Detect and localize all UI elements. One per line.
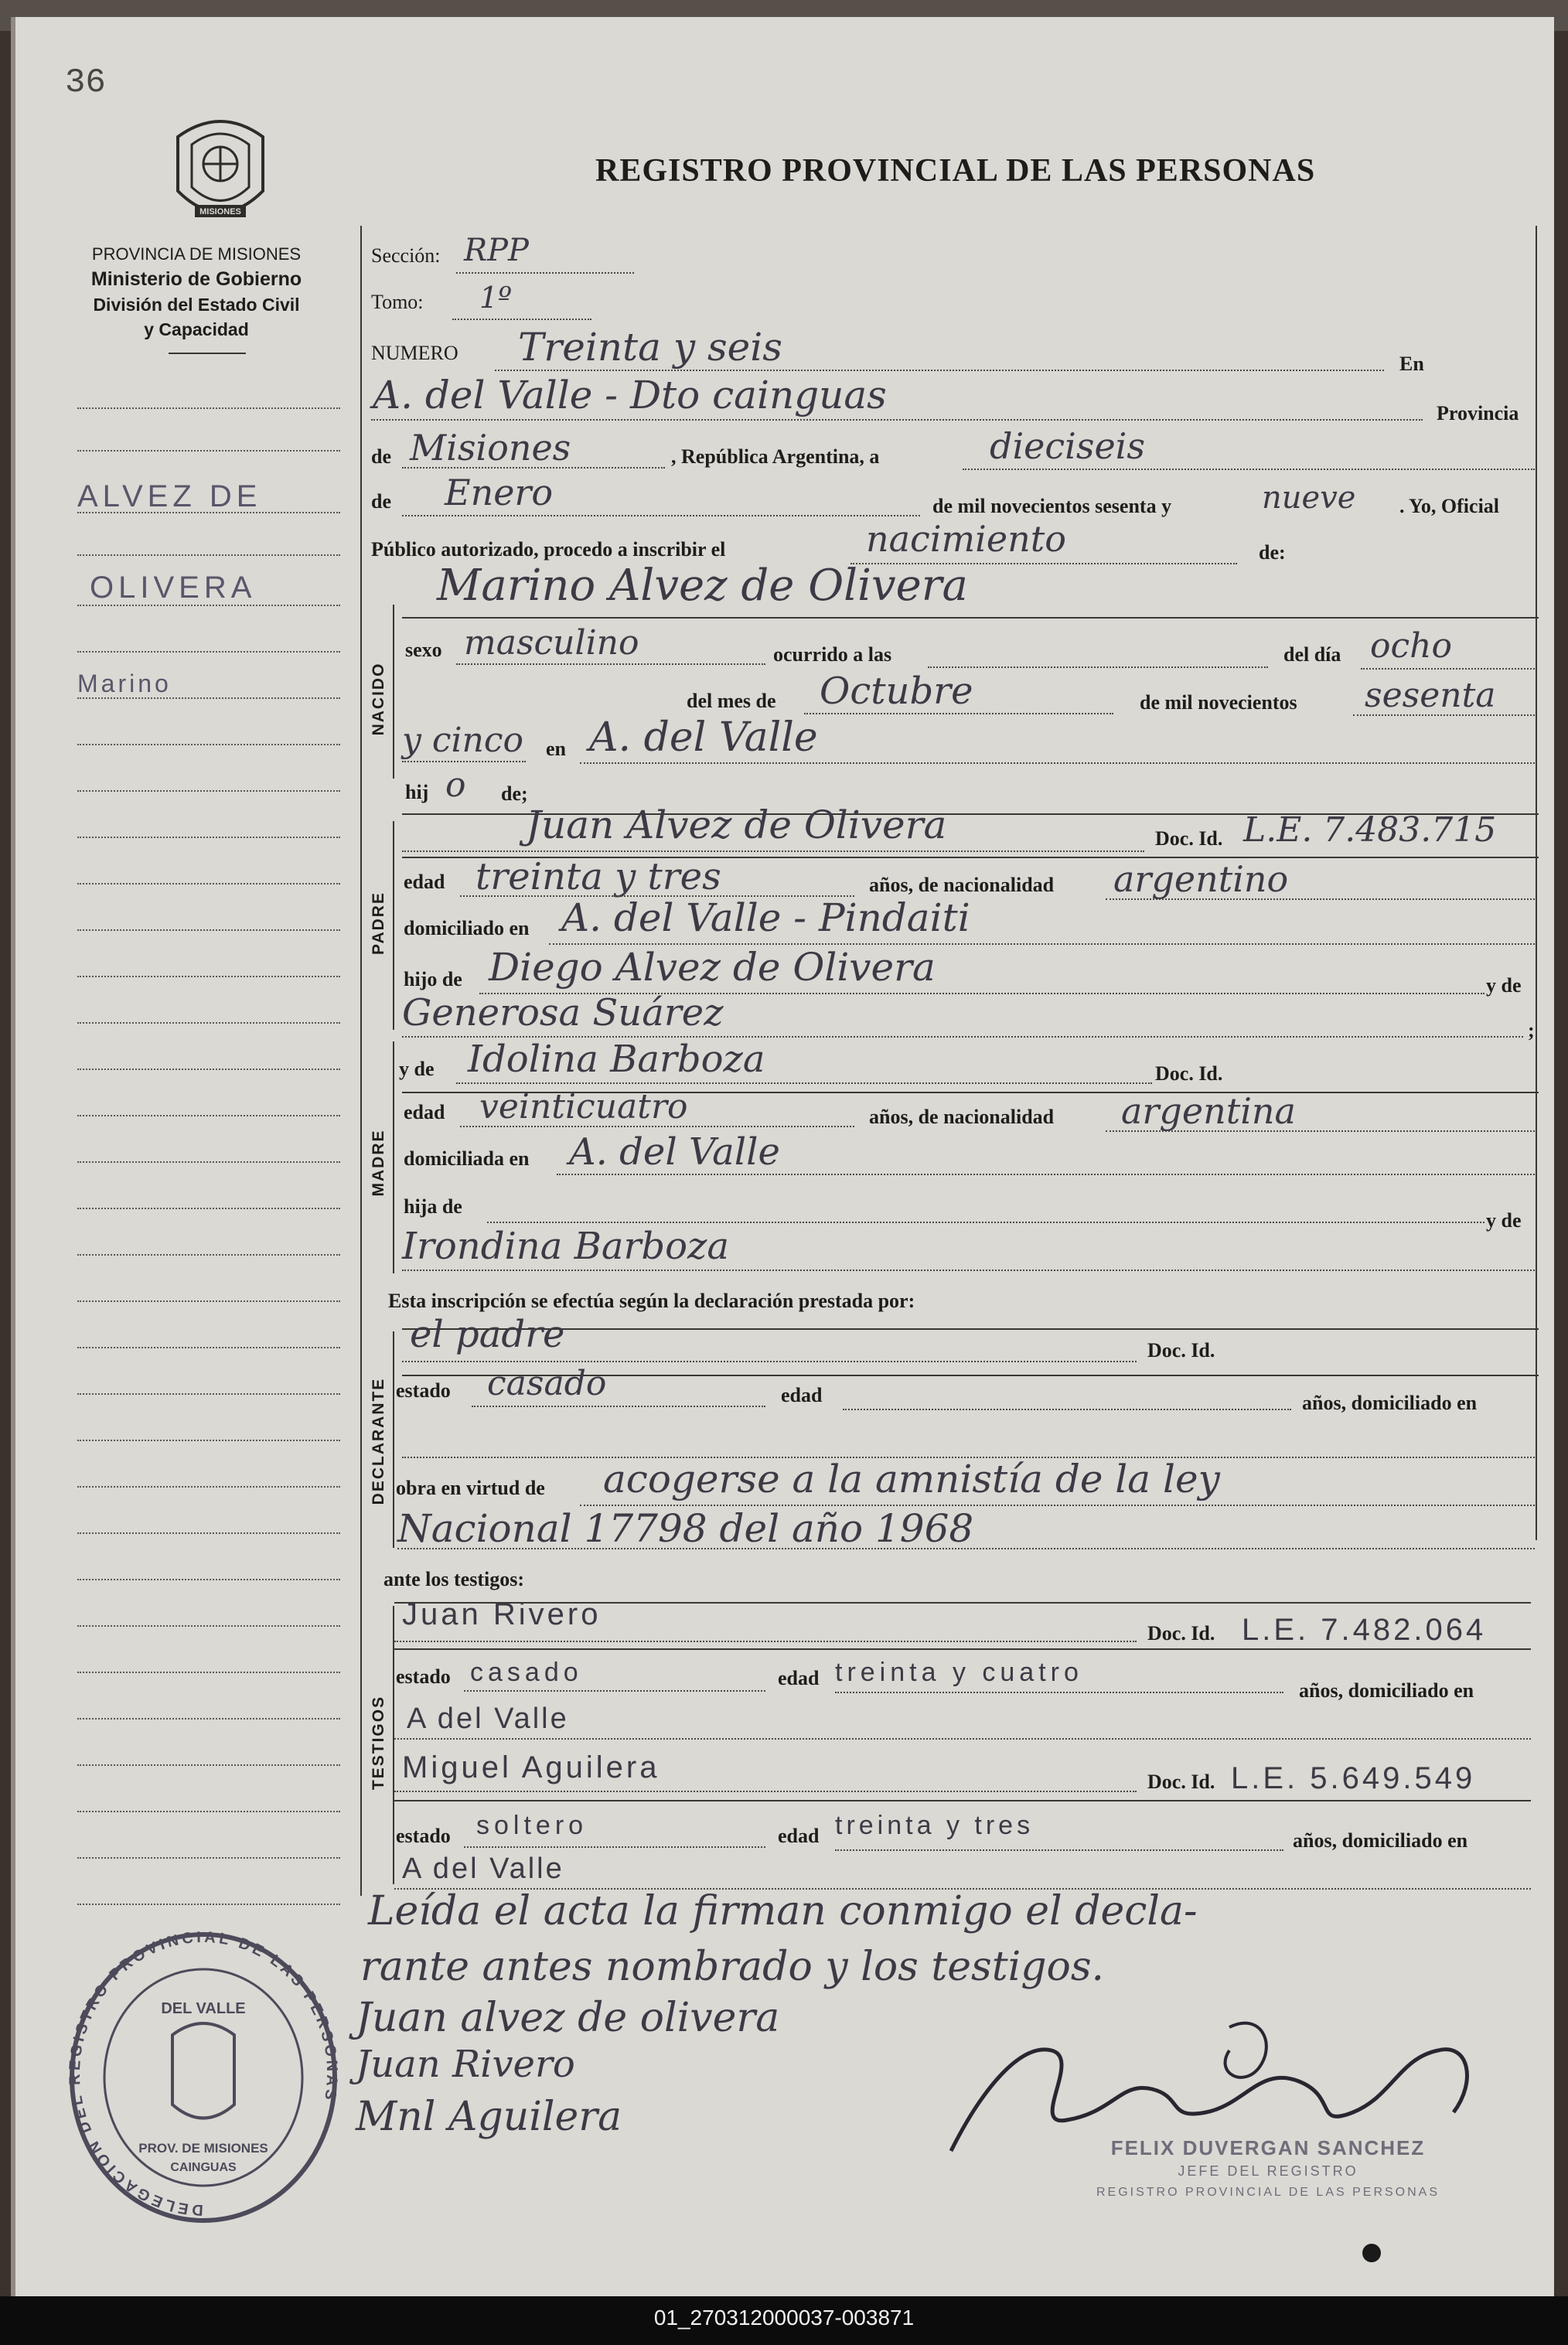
hij-value: o xyxy=(445,765,466,805)
padre-nac-label: años, de nacionalidad xyxy=(869,874,1055,896)
testigo1-dom: A del Valle xyxy=(407,1703,569,1735)
madre-yde-label: y de xyxy=(399,1058,435,1080)
seccion-label: Sección: xyxy=(371,244,441,267)
del-mes-label: del mes de xyxy=(687,690,776,712)
yo-label: . Yo, Oficial xyxy=(1399,495,1500,517)
padre-doc-label: Doc. Id. xyxy=(1155,827,1223,850)
publico-label: Público autorizado, procedo a inscribir el xyxy=(371,538,726,561)
anio-value: nueve xyxy=(1262,480,1356,516)
padre-dom-label: domiciliado en xyxy=(404,917,530,939)
declarante-estado-label: estado xyxy=(396,1379,451,1402)
madre-nombre-value: Idolina Barboza xyxy=(468,1038,765,1081)
testigo2-dom: A del Valle xyxy=(402,1852,564,1885)
madre-edad-value: veinticuatro xyxy=(479,1087,688,1126)
hij-label: hij xyxy=(405,781,429,803)
en-label: En xyxy=(1399,353,1424,375)
inscripto-value: Marino Alvez de Olivera xyxy=(437,561,968,611)
padre-nac-value: argentino xyxy=(1113,858,1289,900)
padre-edad-value: treinta y tres xyxy=(476,855,721,898)
padre-nombre-value: Juan Alvez de Olivera xyxy=(526,803,947,847)
seal-text: MISIONES xyxy=(199,207,241,216)
madre-dom-label: domiciliada en xyxy=(404,1147,530,1170)
testigo1-estado-label: estado xyxy=(396,1665,451,1688)
sexo-label: sexo xyxy=(405,639,442,661)
madre-yde2-label: y de xyxy=(1486,1209,1522,1232)
lugar-value: A. del Valle - Dto cainguas xyxy=(373,373,887,418)
testigo1-doc: L.E. 7.482.064 xyxy=(1242,1613,1487,1647)
declarante-doc-label: Doc. Id. xyxy=(1147,1339,1215,1362)
testigo1-nombre: Juan Rivero xyxy=(402,1597,602,1631)
declarante-dom-label: años, domiciliado en xyxy=(1302,1392,1478,1414)
stamp-center-3: CAINGUAS xyxy=(170,2161,237,2174)
margin-note-surname-1: ALVEZ DE xyxy=(77,479,262,513)
madre-hija-label: hija de xyxy=(404,1195,462,1218)
madre-madre-value: Irondina Barboza xyxy=(402,1225,729,1268)
declarante-nombre-value: el padre xyxy=(410,1313,565,1356)
numero-value: Treinta y seis xyxy=(518,325,782,370)
nac-mil-label: de mil novecientos xyxy=(1140,691,1297,714)
padre-doc-value: L.E. 7.483.715 xyxy=(1243,810,1497,850)
madre-nac-value: argentina xyxy=(1121,1090,1296,1132)
madre-edad-label: edad xyxy=(404,1101,445,1123)
ministry-name: Ministerio de Gobierno xyxy=(90,268,302,290)
margin-note-name: Marino xyxy=(77,670,172,697)
mil-label: de mil novecientos sesenta y xyxy=(932,495,1172,517)
declarante-obra-value: acogerse a la amnistía de la ley xyxy=(603,1457,1220,1501)
nac-anio-cont-value: y cinco xyxy=(402,721,524,760)
padre-hijo-label: hijo de xyxy=(404,968,462,990)
signature-witness-1: Juan Rivero xyxy=(356,2043,575,2086)
testigo2-estado-label: estado xyxy=(396,1825,451,1847)
coat-of-arms-seal xyxy=(162,106,278,237)
declarante-estado-value: casado xyxy=(487,1364,607,1403)
acto-value: nacimiento xyxy=(866,518,1066,560)
seccion-value: RPP xyxy=(464,233,529,268)
testigo2-doc: L.E. 5.649.549 xyxy=(1231,1761,1476,1795)
declarante-side-label: DECLARANTE xyxy=(370,1377,387,1505)
page-title: REGISTRO PROVINCIAL DE LAS PERSONAS xyxy=(595,153,1316,189)
declarante-intro-label: Esta inscripción se efectúa según la declaración prestada por: xyxy=(388,1290,915,1312)
numero-label: NUMERO xyxy=(371,342,458,364)
stamp-center-2: PROV. DE MISIONES xyxy=(138,2141,268,2156)
stamp-center-1: DEL VALLE xyxy=(161,2000,246,2017)
mes-value: Enero xyxy=(445,472,554,513)
padre-madre-value: Generosa Suárez xyxy=(402,991,724,1034)
provincia-label: Provincia xyxy=(1437,402,1519,424)
ocurrido-label: ocurrido a las xyxy=(773,643,892,666)
republica-label: , República Argentina, a xyxy=(671,445,880,468)
page-number: 36 xyxy=(65,63,106,102)
dia-value: dieciseis xyxy=(990,425,1146,467)
testigos-side-label: TESTIGOS xyxy=(370,1695,387,1791)
del-dia-label: del día xyxy=(1283,643,1341,666)
nac-lugar-value: A. del Valle xyxy=(589,714,818,761)
nac-mes-value: Octubre xyxy=(820,670,973,713)
testigo1-edad-label: edad xyxy=(778,1667,820,1689)
padre-hijo-value: Diego Alvez de Olivera xyxy=(489,945,936,990)
testigo1-dom-label: años, domiciliado en xyxy=(1299,1679,1474,1702)
de3-label: de: xyxy=(1259,541,1286,564)
testigo2-edad-label: edad xyxy=(778,1825,820,1847)
testigo1-doc-label: Doc. Id. xyxy=(1147,1622,1215,1645)
nac-dia-value: ocho xyxy=(1370,626,1452,666)
testigo2-nombre: Miguel Aguilera xyxy=(402,1750,660,1784)
testigo1-estado: casado xyxy=(470,1658,583,1687)
division-name: División del Estado Civil xyxy=(93,295,300,315)
madre-nac-label: años, de nacionalidad xyxy=(869,1106,1055,1128)
de-label: de xyxy=(371,445,391,468)
declarante-obra-value-2: Nacional 17798 del año 1968 xyxy=(397,1506,974,1551)
hole-punch xyxy=(1362,2244,1381,2262)
image-caption: 01_270312000037-003871 xyxy=(653,2306,915,2330)
official-stamp-name: FELIX DUVERGAN SANCHEZ xyxy=(1110,2136,1426,2159)
testigo2-doc-label: Doc. Id. xyxy=(1147,1771,1215,1793)
de2-label: de xyxy=(371,490,391,513)
stamp-ring-text: DELEGACION DEL REGISTRO PROVINCIAL DE LAS PERSONAS xyxy=(68,1928,339,2219)
madre-dom-value: A. del Valle xyxy=(569,1130,780,1174)
madre-doc-label: Doc. Id. xyxy=(1155,1062,1223,1085)
province-name: PROVINCIA DE MISIONES xyxy=(91,244,302,264)
division-name-2: y Capacidad xyxy=(144,319,249,339)
madre-side-label: MADRE xyxy=(370,1129,387,1197)
padre-yde-label: y de xyxy=(1486,974,1522,997)
closing-line-1: Leída el acta la firman conmigo el decla- xyxy=(368,1888,1198,1934)
hij-de-label: de; xyxy=(501,782,528,805)
testigo1-edad: treinta y cuatro xyxy=(835,1658,1083,1687)
padre-dom-value: A. del Valle - Pindaiti xyxy=(561,895,970,940)
sexo-value: masculino xyxy=(464,623,639,663)
testigo2-dom-label: años, domiciliado en xyxy=(1293,1829,1468,1852)
official-stamp-title: JEFE DEL REGISTRO xyxy=(1178,2163,1358,2179)
padre-semicolon: ; xyxy=(1528,1019,1535,1041)
nac-en-label: en xyxy=(546,738,566,760)
provincia-value: Misiones xyxy=(410,427,571,469)
nacido-side-label: NACIDO xyxy=(370,662,387,736)
declarante-obra-label: obra en virtud de xyxy=(396,1477,545,1499)
margin-note-surname-2: OLIVERA xyxy=(90,571,257,605)
testigo2-estado: soltero xyxy=(476,1811,588,1840)
register-page xyxy=(11,17,1554,2296)
closing-line-2: rante antes nombrado y los testigos. xyxy=(360,1944,1105,1990)
padre-side-label: PADRE xyxy=(370,891,387,955)
signature-declarante: Juan alvez de olivera xyxy=(356,1995,780,2041)
signature-witness-2: Mnl Aguilera xyxy=(356,2094,622,2140)
nac-anio-value: sesenta xyxy=(1365,676,1496,715)
testigos-intro-label: ante los testigos: xyxy=(383,1568,524,1590)
padre-edad-label: edad xyxy=(404,871,445,893)
tomo-value: 1º xyxy=(479,281,513,315)
office-stamp xyxy=(68,1927,339,2228)
testigo2-edad: treinta y tres xyxy=(835,1811,1035,1840)
official-stamp-org: REGISTRO PROVINCIAL DE LAS PERSONAS xyxy=(1096,2186,1440,2199)
tomo-label: Tomo: xyxy=(371,291,424,313)
declarante-edad-label: edad xyxy=(781,1384,823,1406)
